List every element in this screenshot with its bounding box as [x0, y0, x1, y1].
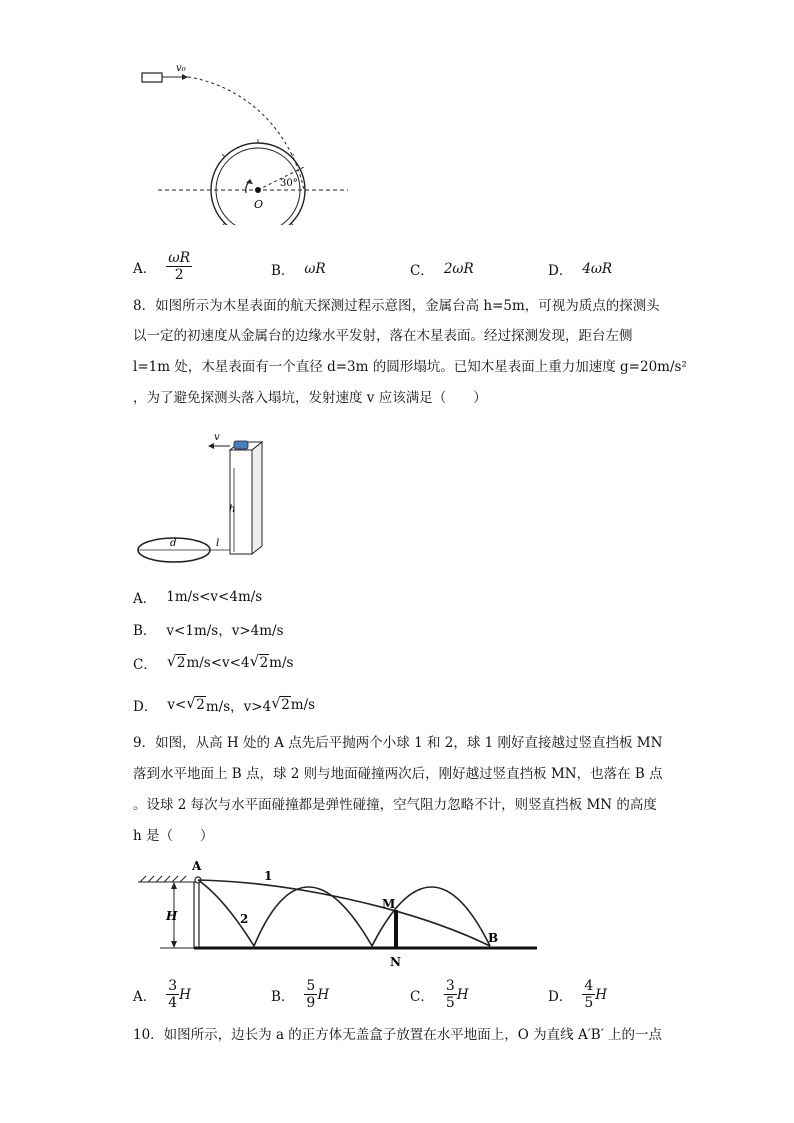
tower-front	[230, 450, 252, 554]
option-label: A．	[133, 260, 157, 277]
fraction: $\frac{4}{5}$	[584, 978, 594, 1011]
fraction: $\frac{\omega R}{2}$	[168, 250, 191, 283]
q9-line-3: 。设球 2 每次与水平面碰撞都是弹性碰撞，空气阻力忽略不计，则竖直挡板 MN 的高度	[133, 797, 657, 813]
d-label: d	[170, 538, 177, 549]
option-value: 1m/s<v<4m/s	[166, 589, 263, 605]
sqrt-symbol: √ 2	[249, 652, 269, 671]
q9-line-4: h 是（ ）	[133, 828, 214, 844]
q9-option-b[interactable]	[271, 978, 329, 1011]
option-suffix: H	[595, 986, 608, 1003]
option-suffix: H	[317, 986, 330, 1003]
ball1-label: 1	[264, 869, 273, 883]
option-suffix: H	[456, 986, 469, 1003]
cliff-hatching	[138, 876, 198, 882]
fraction: $\frac{5}{9}$	[306, 978, 316, 1011]
q7-option-b[interactable]	[271, 259, 326, 279]
option-suffix: H	[179, 986, 191, 1003]
q9-line-2: 落到水平地面上 B 点，球 2 则与地面碰撞两次后，刚好越过竖直挡板 MN，也落在 B 点	[133, 766, 663, 782]
q10-line-1: 10．如图所示，边长为 a 的正方体无盖盒子放置在水平地面上，O 为直线 A′B′ 上的一点	[133, 1027, 663, 1043]
q8-option-d[interactable]	[133, 695, 315, 715]
q9-option-d[interactable]	[548, 978, 607, 1011]
q7-option-c[interactable]	[410, 259, 474, 279]
v-label: v	[214, 432, 220, 443]
option-label: C．	[410, 263, 434, 279]
q8-line-1: 8．如图所示为木星表面的航天探测过程示意图，金属台高 h=5m，可视为质点的探测头	[133, 298, 660, 314]
q7-figure	[130, 55, 350, 225]
q8-line-4: ，为了避免探测头落入塌坑，发射速度 v 应该满足（ ）	[133, 390, 487, 406]
option-value: 4ωR	[582, 261, 613, 277]
ball2-label: 2	[240, 912, 249, 926]
option-suffix: m/s	[290, 697, 316, 713]
fraction: $\frac{3}{4}$	[168, 978, 178, 1011]
option-label: D．	[548, 263, 573, 279]
b-label: B	[488, 931, 499, 945]
q9-option-c[interactable]	[410, 978, 469, 1011]
h-label: h	[229, 504, 236, 515]
cliff-wall	[194, 882, 199, 948]
v0-label: v₀	[176, 63, 186, 74]
sqrt-symbol: √ 2	[166, 652, 186, 671]
option-label: D．	[548, 988, 573, 1005]
option-middle: m/s<v<4	[186, 655, 250, 671]
option-value: 2ωR	[443, 261, 474, 277]
q8-option-c[interactable]	[133, 653, 293, 673]
option-label: B．	[271, 988, 295, 1005]
a-label: A	[192, 859, 202, 873]
q9-option-a[interactable]	[133, 978, 191, 1011]
option-value: v<1m/s，v>4m/s	[166, 623, 284, 639]
q9-line-1: 9．如图，从高 H 处的 A 点先后平抛两个小球 1 和 2，球 1 刚好直接越过竖直挡板 MN	[133, 735, 663, 751]
q9-figure	[132, 858, 542, 968]
fraction: $\frac{3}{5}$	[445, 978, 455, 1011]
option-value: ωR	[304, 261, 326, 277]
angle-label: 30°	[280, 178, 298, 189]
trajectory-dashed	[188, 77, 304, 190]
option-label: C．	[410, 988, 434, 1005]
q8-line-2: 以一定的初速度从金属台的边缘水平发射，落在木星表面。经过探测发现，距台左侧	[133, 328, 633, 344]
q8-option-b[interactable]	[133, 619, 284, 639]
option-label: D．	[133, 699, 158, 715]
sqrt-symbol: √ 2	[186, 694, 205, 713]
option-suffix: m/s	[269, 655, 294, 671]
m-label: M	[382, 897, 396, 911]
option-prefix: v<	[167, 697, 187, 713]
option-label: B．	[271, 263, 295, 279]
probe-icon	[234, 441, 248, 449]
n-label: N	[390, 955, 401, 968]
option-label: B．	[133, 623, 157, 639]
center-label: O	[254, 198, 264, 211]
q7-option-d[interactable]	[548, 259, 612, 279]
option-middle: m/s，v>4	[205, 699, 272, 715]
tower-side	[252, 442, 262, 554]
q7-option-a[interactable]	[133, 250, 192, 283]
option-label: A．	[133, 591, 157, 607]
h-label: H	[166, 909, 178, 923]
q8-figure	[130, 428, 280, 573]
q8-line-3: l=1m 处，木星表面有一个直径 d=3m 的圆形塌坑。已知木星表面上重力加速度 g=20m/s²	[133, 359, 687, 375]
l-label: l	[216, 538, 220, 549]
sqrt-symbol: √ 2	[271, 694, 290, 713]
option-label: C．	[133, 657, 157, 673]
barrier-mn	[394, 910, 398, 948]
center-dot	[255, 187, 261, 193]
q8-option-a[interactable]	[133, 587, 262, 607]
launcher-box	[142, 73, 162, 82]
option-label: A．	[133, 988, 157, 1005]
